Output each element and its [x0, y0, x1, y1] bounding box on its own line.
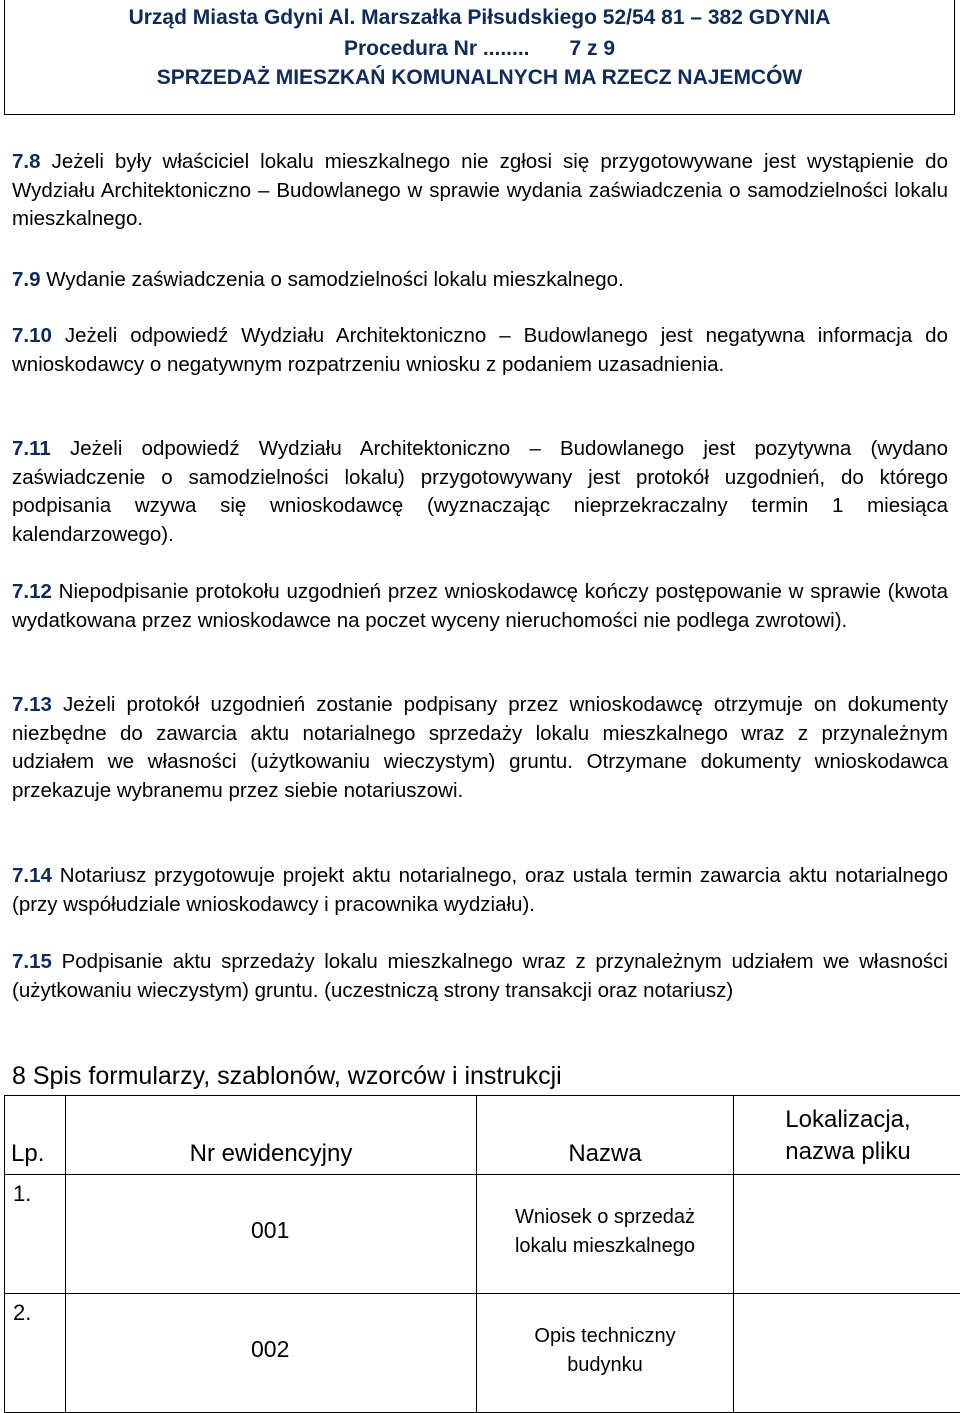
- section-7-13: [12, 691, 948, 805]
- section-7-9: [12, 266, 948, 295]
- section-number: 7.15: [12, 950, 52, 973]
- cell-nr: 001: [66, 1175, 477, 1294]
- section-number: 7.8: [12, 150, 41, 173]
- section-7-10: [12, 322, 948, 379]
- section-text: Podpisanie aktu sprzedaży lokalu mieszkalnego wraz z przynależnym udziałem we własności (użytkowaniu wieczystym) gruntu. (uczestniczą strony transakcji oraz notariusz): [12, 950, 948, 1002]
- header-document-title: SPRZEDAŻ MIESZKAŃ KOMUNALNYCH MA RZECZ NAJEMCÓW: [5, 66, 954, 90]
- section-number: 7.13: [12, 693, 52, 716]
- section-text: Jeżeli były właściciel lokalu mieszkalnego nie zgłosi się przygotowywane jest wystąpienie do Wydziału Architektoniczno – Budowlanego w sprawie wydania zaświadczenia o samodzielności lokalu mieszkalnego.: [12, 150, 948, 230]
- section-text: Jeżeli odpowiedź Wydziału Architektoniczno – Budowlanego jest pozytywna (wydano zaświadczenie o samodzielności lokalu) przygotowywany jest protokół uzgodnień, do którego podpisania wzywa się wnioskodawcę (wyznaczając nieprzekraczalny termin 1 miesiąca kalendarzowego).: [12, 437, 948, 546]
- section-number: 7.12: [12, 580, 52, 603]
- section-7-14: [12, 862, 948, 919]
- section-text: Jeżeli protokół uzgodnień zostanie podpisany przez wnioskodawcę otrzymuje on dokumenty niezbędne do zawarcia aktu notarialnego sprzedaży lokalu mieszkalnego wraz z przynależnym udziałem we własności (użytkowaniu wieczystym) gruntu. Otrzymane dokumenty wnioskodawca przekazuje wybranemu przez siebie notariuszowi.: [12, 693, 948, 802]
- section-number: 7.9: [12, 268, 41, 291]
- forms-section-title: 8 Spis formularzy, szablonów, wzorców i instrukcji: [12, 1062, 562, 1091]
- section-number: 7.10: [12, 324, 52, 347]
- section-text: Jeżeli odpowiedź Wydziału Architektoniczno – Budowlanego jest negatywna informacja do wnioskodawcy o negatywnym rozpatrzeniu wniosku z podaniem uzasadnienia.: [12, 324, 948, 376]
- cell-lokalizacja: [734, 1175, 960, 1294]
- procedure-number: Procedura Nr ........: [344, 37, 530, 60]
- section-text: Wydanie zaświadczenia o samodzielności lokalu mieszkalnego.: [41, 268, 624, 291]
- section-7-11: [12, 435, 948, 549]
- table-row: [5, 1175, 960, 1294]
- cell-nazwa: Wniosek o sprzedaż lokalu mieszkalnego: [477, 1175, 734, 1294]
- header-office-address: Urząd Miasta Gdyni Al. Marszałka Piłsudskiego 52/54 81 – 382 GDYNIA: [5, 6, 954, 30]
- cell-lp: 2.: [5, 1294, 66, 1413]
- cell-nazwa: Opis techniczny budynku: [477, 1294, 734, 1413]
- section-text: Niepodpisanie protokołu uzgodnień przez wnioskodawcę kończy postępowanie w sprawie (kwota wydatkowana przez wnioskodawce na poczet wyceny nieruchomości nie podlega zwrotowi).: [12, 580, 948, 632]
- cell-nr: 002: [66, 1294, 477, 1413]
- cell-lp: 1.: [5, 1175, 66, 1294]
- cell-lokalizacja: [734, 1294, 960, 1413]
- page-counter: 7 z 9: [570, 37, 616, 60]
- column-header-lp: Lp.: [5, 1096, 66, 1175]
- section-7-8: [12, 148, 948, 234]
- section-text: Notariusz przygotowuje projekt aktu notarialnego, oraz ustala termin zawarcia aktu notarialnego (przy współudziale wnioskodawcy i pracownika wydziału).: [12, 864, 948, 916]
- column-header-nr: Nr ewidencyjny: [66, 1096, 477, 1175]
- table-header-row: [5, 1096, 960, 1175]
- column-header-lokalizacja: Lokalizacja, nazwa pliku: [734, 1096, 960, 1175]
- table-row: [5, 1294, 960, 1413]
- header-procedure-line: [5, 37, 954, 61]
- section-number: 7.14: [12, 864, 52, 887]
- section-7-12: [12, 578, 948, 635]
- column-header-nazwa: Nazwa: [477, 1096, 734, 1175]
- document-header: [4, 0, 955, 115]
- section-number: 7.11: [12, 437, 51, 460]
- forms-table: [4, 1095, 960, 1413]
- section-7-15: [12, 948, 948, 1005]
